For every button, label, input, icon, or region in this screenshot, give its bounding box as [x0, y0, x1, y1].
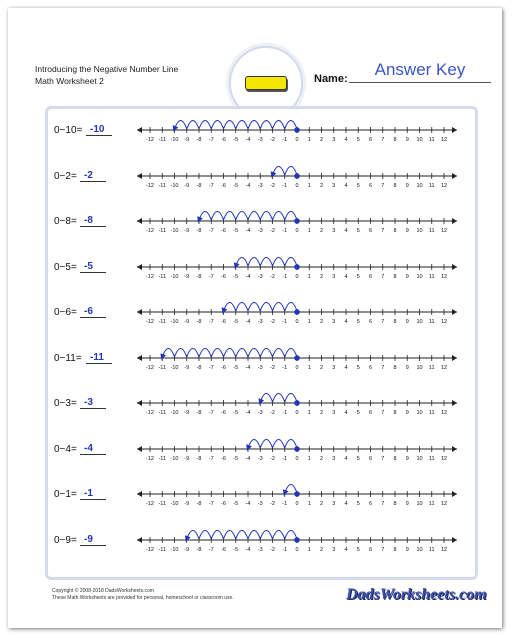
tick-label: -12 [146, 501, 154, 507]
problem-equation: 0−1= [54, 489, 77, 500]
tick-label: -11 [158, 501, 167, 507]
tick-label: -9 [184, 364, 190, 371]
problem-equation: 0−8= [54, 216, 77, 227]
tick-label: -8 [196, 137, 202, 143]
tick-label: 4 [344, 273, 348, 280]
tick-label: -10 [170, 273, 179, 280]
tick-label: -7 [208, 182, 214, 189]
tick-label: 4 [344, 410, 348, 416]
tick-label: 9 [405, 228, 409, 234]
tick-label: 1 [307, 410, 311, 416]
tick-label: 11 [428, 455, 435, 462]
tick-label: 12 [440, 273, 448, 280]
tick-label: 7 [381, 182, 385, 189]
tick-label: -3 [257, 182, 263, 189]
tick-label: -4 [245, 501, 251, 507]
tick-label: -7 [208, 501, 214, 507]
problem-equation: 0−6= [54, 307, 77, 318]
tick-label: 3 [332, 501, 336, 507]
tick-label: 5 [356, 319, 360, 325]
name-label: Name: [314, 73, 348, 85]
tick-label: -6 [221, 501, 226, 507]
tick-label: -3 [257, 273, 263, 280]
tick-label: -8 [196, 455, 202, 462]
tick-label: 9 [405, 546, 409, 553]
tick-label: -12 [146, 455, 154, 462]
tick-label: -9 [184, 455, 190, 462]
problem-equation: 0−5= [54, 261, 77, 273]
tick-label: -3 [257, 364, 263, 371]
tick-label: 10 [416, 228, 423, 234]
usage-line: These Math Worksheets are provided for personal, homeschool or classroom use. [52, 595, 234, 601]
tick-label: 1 [307, 546, 311, 553]
tick-label: -4 [245, 273, 251, 280]
tick-label: -12 [146, 137, 154, 143]
tick-label: 4 [344, 137, 348, 143]
tick-label: -8 [196, 228, 202, 234]
tick-label: 5 [356, 501, 360, 507]
tick-label: -8 [196, 319, 202, 325]
tick-label: -1 [282, 182, 288, 189]
tick-label: 11 [428, 273, 435, 280]
problems-panel [45, 106, 478, 580]
tick-label: 12 [440, 364, 448, 371]
name-line [349, 82, 491, 83]
tick-label: 1 [307, 319, 311, 325]
tick-label: 10 [416, 137, 423, 143]
tick-label: -3 [257, 228, 263, 234]
tick-label: -5 [233, 455, 239, 462]
tick-label: -8 [196, 273, 202, 280]
tick-label: 2 [319, 546, 324, 553]
tick-label: -11 [158, 364, 167, 371]
answer-field: -6 [80, 306, 106, 318]
tick-label: 11 [428, 501, 435, 507]
tick-label: -3 [257, 137, 263, 143]
tick-label: -4 [245, 455, 251, 462]
tick-label: -1 [282, 364, 288, 371]
tick-label: 11 [428, 319, 435, 325]
tick-label: -8 [196, 501, 202, 507]
tick-label: 7 [381, 546, 385, 553]
tick-label: -7 [208, 410, 214, 416]
tick-label: 6 [368, 455, 373, 462]
tick-label: 3 [332, 410, 336, 416]
tick-label: -6 [221, 273, 226, 280]
tick-label: -5 [233, 501, 239, 507]
tick-label: 12 [440, 228, 448, 234]
tick-label: 9 [405, 137, 409, 143]
tick-label: -6 [221, 455, 226, 462]
tick-label: -11 [158, 273, 167, 280]
tick-label: 12 [440, 137, 448, 143]
problem-equation: 0−9= [54, 534, 77, 546]
tick-label: 0 [295, 182, 299, 189]
tick-label: 9 [405, 501, 409, 507]
tick-label: -7 [208, 546, 214, 553]
tick-label: 2 [319, 273, 324, 280]
tick-label: -11 [158, 546, 167, 553]
worksheet-page [8, 8, 502, 628]
tick-label: -1 [282, 137, 288, 143]
tick-label: -2 [270, 546, 275, 553]
tick-label: 2 [319, 410, 324, 416]
tick-label: 8 [393, 410, 397, 416]
worksheet-subtitle: Math Worksheet 2 [35, 76, 104, 86]
tick-label: 6 [368, 228, 373, 234]
tick-label: 10 [416, 410, 423, 416]
tick-label: -5 [233, 273, 239, 280]
tick-label: 1 [307, 364, 311, 371]
tick-label: -4 [245, 137, 251, 143]
tick-label: -9 [184, 501, 190, 507]
tick-label: -2 [270, 273, 275, 280]
tick-label: -5 [233, 228, 239, 234]
tick-label: 9 [405, 273, 409, 280]
tick-label: 1 [307, 455, 311, 462]
tick-label: -7 [208, 273, 214, 280]
tick-label: 2 [319, 228, 324, 234]
tick-label: 6 [368, 364, 373, 371]
tick-label: 3 [332, 137, 336, 143]
tick-label: -2 [270, 319, 275, 325]
tick-label: -11 [158, 137, 167, 143]
tick-label: 6 [368, 273, 373, 280]
tick-label: 5 [356, 273, 360, 280]
tick-label: 12 [440, 319, 448, 325]
tick-label: -3 [257, 319, 263, 325]
tick-label: -6 [221, 137, 226, 143]
tick-label: 0 [295, 319, 299, 325]
answer-field: -2 [80, 170, 106, 182]
tick-label: 7 [381, 455, 385, 462]
tick-label: 7 [381, 364, 385, 371]
tick-label: -10 [170, 137, 179, 143]
tick-label: -4 [245, 319, 251, 325]
tick-label: 8 [393, 228, 397, 234]
tick-label: -11 [158, 182, 167, 189]
tick-label: 5 [356, 455, 360, 462]
tick-label: 8 [393, 501, 397, 507]
tick-label: -10 [170, 501, 179, 507]
tick-label: -4 [245, 410, 251, 416]
tick-label: 9 [405, 455, 409, 462]
tick-label: -12 [146, 182, 154, 189]
tick-label: 2 [319, 182, 324, 189]
tick-label: 3 [332, 273, 336, 280]
tick-label: 7 [381, 501, 385, 507]
tick-label: -5 [233, 137, 239, 143]
tick-label: 7 [381, 137, 385, 143]
tick-label: -12 [146, 546, 154, 553]
tick-label: 9 [405, 410, 409, 416]
tick-label: 4 [344, 501, 348, 507]
tick-label: -2 [270, 228, 275, 234]
tick-label: 0 [295, 410, 299, 416]
tick-label: -9 [184, 410, 190, 416]
tick-label: -12 [146, 364, 154, 371]
tick-label: -6 [221, 364, 226, 371]
tick-label: -7 [208, 137, 214, 143]
tick-label: 8 [393, 273, 397, 280]
tick-label: 4 [344, 319, 348, 325]
tick-label: 9 [405, 182, 409, 189]
answer-field: -8 [80, 215, 106, 227]
brand-logo: DadsWorksheets.com [346, 586, 487, 603]
tick-label: 2 [319, 137, 324, 143]
tick-label: 12 [440, 546, 448, 553]
eraser-icon [245, 76, 287, 90]
tick-label: 2 [319, 364, 324, 371]
tick-label: 5 [356, 228, 360, 234]
tick-label: 9 [405, 319, 409, 325]
answer-field: -10 [86, 124, 112, 136]
tick-label: 3 [332, 546, 336, 553]
tick-label: -7 [208, 228, 214, 234]
tick-label: 11 [428, 364, 435, 371]
tick-label: 2 [319, 501, 324, 507]
tick-label: 9 [405, 364, 409, 371]
tick-label: 0 [295, 455, 299, 462]
tick-label: -7 [208, 319, 214, 325]
tick-label: 3 [332, 228, 336, 234]
copyright [52, 588, 234, 602]
answer-key-label: Answer Key [374, 60, 466, 79]
tick-label: -5 [233, 410, 239, 416]
tick-label: 3 [332, 455, 336, 462]
tick-label: 3 [332, 319, 336, 325]
answer-field: -1 [80, 488, 106, 500]
tick-label: 7 [381, 410, 385, 416]
tick-label: -1 [282, 319, 288, 325]
tick-label: 6 [368, 501, 373, 507]
tick-label: -6 [221, 228, 226, 234]
tick-label: 8 [393, 182, 397, 189]
tick-label: -10 [170, 546, 179, 553]
tick-label: 0 [295, 137, 299, 143]
tick-label: 4 [344, 364, 348, 371]
tick-label: 5 [356, 137, 360, 143]
tick-label: 8 [393, 455, 397, 462]
tick-label: -1 [282, 228, 288, 234]
tick-label: 5 [356, 182, 360, 189]
tick-label: 11 [428, 546, 435, 553]
copyright-line: Copyright © 2008-2018 DadsWorksheets.com [52, 588, 154, 594]
tick-label: -8 [196, 546, 202, 553]
tick-label: -2 [270, 182, 275, 189]
tick-label: 6 [368, 182, 373, 189]
tick-label: -1 [282, 410, 288, 416]
tick-label: -4 [245, 364, 251, 371]
tick-label: 3 [332, 364, 336, 371]
tick-label: 10 [416, 546, 423, 553]
tick-label: -10 [170, 410, 179, 416]
tick-label: 6 [368, 410, 373, 416]
tick-label: -2 [270, 137, 275, 143]
tick-label: 8 [393, 364, 397, 371]
answer-field: -5 [80, 261, 106, 273]
tick-label: -7 [208, 455, 214, 462]
tick-label: -1 [282, 546, 288, 553]
tick-label: -10 [170, 319, 179, 325]
tick-label: -2 [270, 501, 275, 507]
tick-label: -12 [146, 319, 154, 325]
problem-equation: 0−10= [54, 125, 83, 136]
tick-label: -4 [245, 228, 251, 234]
tick-label: -9 [184, 182, 190, 189]
tick-label: 11 [428, 182, 435, 189]
tick-label: 12 [440, 455, 448, 462]
tick-label: -7 [208, 364, 214, 371]
tick-label: 1 [307, 273, 311, 280]
tick-label: 7 [381, 228, 385, 234]
answer-field: -11 [86, 352, 112, 364]
tick-label: 10 [416, 182, 423, 189]
tick-label: -8 [196, 410, 202, 416]
tick-label: -1 [282, 501, 288, 507]
tick-label: -8 [196, 364, 202, 371]
tick-label: 1 [307, 228, 311, 234]
tick-label: -5 [233, 546, 239, 553]
tick-label: -5 [233, 364, 239, 371]
tick-label: -10 [170, 455, 179, 462]
answer-field: -4 [80, 443, 106, 455]
worksheet-title: Introducing the Negative Number Line [35, 64, 179, 74]
tick-label: -4 [245, 546, 251, 553]
tick-label: -5 [233, 319, 239, 325]
tick-label: 5 [356, 410, 360, 416]
tick-label: -9 [184, 137, 190, 143]
tick-label: 10 [416, 319, 423, 325]
tick-label: 11 [428, 410, 435, 416]
tick-label: 2 [319, 319, 324, 325]
tick-label: -3 [257, 546, 263, 553]
tick-label: -2 [270, 410, 275, 416]
tick-label: 7 [381, 319, 385, 325]
tick-label: -6 [221, 410, 226, 416]
tick-label: -9 [184, 273, 190, 280]
tick-label: -11 [158, 228, 167, 234]
tick-label: -9 [184, 228, 190, 234]
tick-label: -8 [196, 182, 202, 189]
answer-field: -3 [80, 397, 106, 409]
tick-label: 4 [344, 228, 348, 234]
tick-label: -2 [270, 455, 275, 462]
tick-label: -2 [270, 364, 275, 371]
problem-equation: 0−2= [54, 170, 77, 182]
tick-label: -1 [282, 455, 288, 462]
tick-label: 12 [440, 182, 448, 189]
tick-label: -10 [170, 364, 179, 371]
tick-label: 1 [307, 137, 311, 143]
tick-label: 4 [344, 182, 348, 189]
tick-label: 10 [416, 455, 423, 462]
tick-label: -12 [146, 228, 154, 234]
tick-label: -10 [170, 228, 179, 234]
tick-label: -6 [221, 182, 226, 189]
tick-label: 6 [368, 319, 373, 325]
tick-label: 3 [332, 182, 336, 189]
problem-equation: 0−4= [54, 443, 77, 455]
tick-label: -12 [146, 273, 154, 280]
tick-label: -12 [146, 410, 154, 416]
tick-label: 0 [295, 546, 299, 553]
tick-label: 0 [295, 273, 299, 280]
tick-label: -11 [158, 455, 167, 462]
tick-label: 1 [307, 501, 311, 507]
tick-label: 4 [344, 455, 348, 462]
tick-label: 0 [295, 228, 299, 234]
tick-label: 0 [295, 364, 299, 371]
problem-equation: 0−3= [54, 398, 77, 409]
tick-label: -6 [221, 319, 226, 325]
tick-label: 11 [428, 137, 435, 143]
tick-label: -11 [158, 410, 167, 416]
tick-label: 8 [393, 546, 397, 553]
problem-equation: 0−11= [54, 352, 82, 364]
tick-label: -1 [282, 273, 288, 280]
tick-label: 8 [393, 319, 397, 325]
tick-label: -10 [170, 182, 179, 189]
tick-label: 5 [356, 364, 360, 371]
tick-label: -3 [257, 455, 263, 462]
tick-label: 10 [416, 273, 423, 280]
tick-label: -4 [245, 182, 251, 189]
tick-label: -3 [257, 410, 263, 416]
tick-label: 12 [440, 410, 448, 416]
tick-label: 8 [393, 137, 397, 143]
tick-label: -9 [184, 546, 190, 553]
tick-label: 1 [307, 182, 311, 189]
tick-label: -11 [158, 319, 167, 325]
tick-label: 7 [381, 273, 385, 280]
tick-label: 2 [319, 455, 324, 462]
tick-label: 4 [344, 546, 348, 553]
tick-label: 11 [428, 228, 435, 234]
tick-label: -6 [221, 546, 226, 553]
tick-label: 6 [368, 137, 373, 143]
tick-label: 5 [356, 546, 360, 553]
tick-label: 10 [416, 364, 423, 371]
answer-field: -9 [80, 534, 106, 546]
tick-label: -9 [184, 319, 190, 325]
tick-label: -5 [233, 182, 239, 189]
tick-label: 10 [416, 501, 423, 507]
tick-label: 12 [440, 501, 448, 507]
tick-label: 6 [368, 546, 373, 553]
tick-label: -3 [257, 501, 263, 507]
tick-label: 0 [295, 501, 299, 507]
